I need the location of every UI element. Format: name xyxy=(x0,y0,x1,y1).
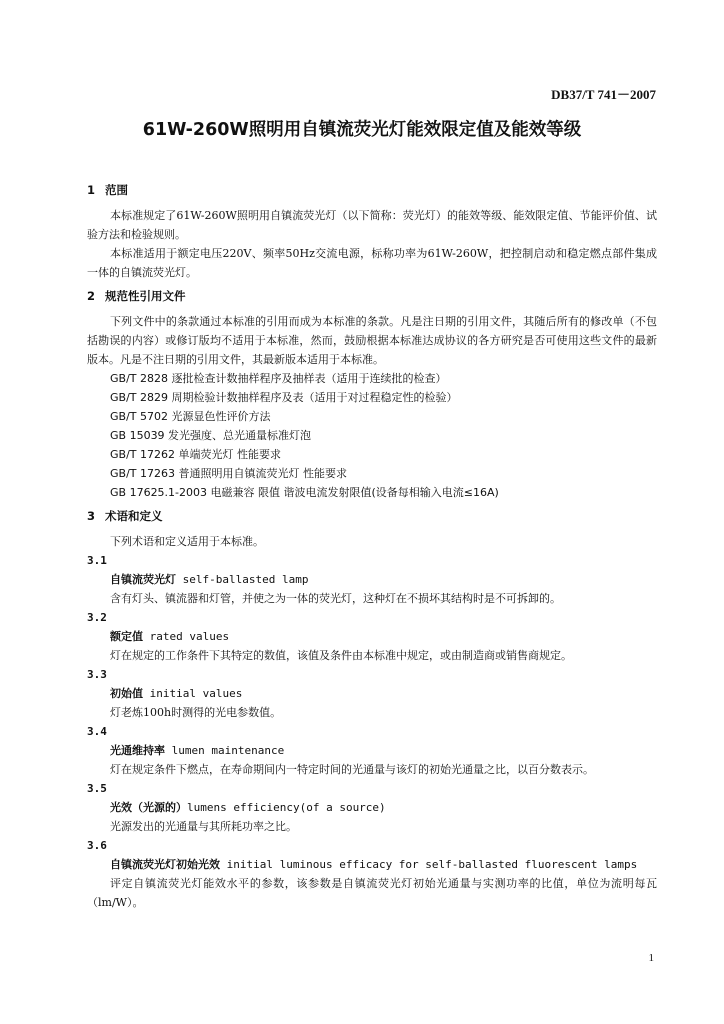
section-title: 范围 xyxy=(105,183,128,197)
section-number: 3 xyxy=(87,509,96,523)
reference-item: GB 15039 发光强度、总光通量标准灯泡 xyxy=(110,429,312,442)
term-name-en: rated values xyxy=(143,630,230,643)
section-title: 规范性引用文件 xyxy=(105,289,186,303)
term-name-en: lumens efficiency(of a source) xyxy=(187,801,386,814)
term-number: 3.6 xyxy=(87,839,107,852)
term-name-zh: 自镇流荧光灯 xyxy=(110,573,176,586)
section-number: 1 xyxy=(87,183,96,197)
term-name xyxy=(87,855,657,874)
term-definition: 光源发出的光通量与其所耗功率之比。 xyxy=(110,820,297,833)
reference-item: GB/T 17262 单端荧光灯 性能要求 xyxy=(110,448,281,461)
standard-code: DB37/T 741－2007 xyxy=(551,87,656,102)
paragraph: 本标准适用于额定电压220V、频率50Hz交流电源，标称功率为61W-260W，把控制启动和稳定燃点部件集成一体的自镇流荧光灯。 xyxy=(87,247,657,279)
term-entry xyxy=(87,608,657,665)
term-definition: 含有灯头、镇流器和灯管，并使之为一体的荧光灯，这种灯在不损坏其结构时是不可拆卸的。 xyxy=(110,592,561,605)
page-number: 1 xyxy=(648,952,654,964)
term-definition: 灯在规定条件下燃点，在寿命期间内一特定时间的光通量与该灯的初始光通量之比，以百分数表示。 xyxy=(110,763,594,776)
term-number: 3.5 xyxy=(87,782,107,795)
term-name xyxy=(87,627,657,646)
term-definition: 灯在规定的工作条件下其特定的数值，该值及条件由本标准中规定，或由制造商或销售商规定。 xyxy=(110,649,572,662)
term-definition: 灯老炼100h时测得的光电参数值。 xyxy=(110,706,282,719)
section-number: 2 xyxy=(87,289,96,303)
term-name-zh: 光效（光源的） xyxy=(110,801,187,814)
term-name-en: lumen maintenance xyxy=(165,744,285,757)
term-name xyxy=(87,798,657,817)
term-name-zh: 光通维持率 xyxy=(110,744,165,757)
reference-item: GB/T 2829 周期检验计数抽样程序及表（适用于对过程稳定性的检验） xyxy=(110,391,458,404)
term-name-en: self-ballasted lamp xyxy=(176,573,309,586)
paragraph: 下列术语和定义适用于本标准。 xyxy=(110,535,264,548)
document-title: 61W-260W照明用自镇流荧光灯能效限定值及能效等级 xyxy=(142,120,582,140)
reference-item: GB/T 5702 光源显色性评价方法 xyxy=(110,410,271,423)
term-entry xyxy=(87,665,657,722)
term-name xyxy=(87,741,657,760)
term-entry xyxy=(87,836,657,912)
term-name-en: initial values xyxy=(143,687,243,700)
term-number: 3.1 xyxy=(87,554,107,567)
paragraph: 本标准规定了61W-260W照明用自镇流荧光灯（以下简称：荧光灯）的能效等级、能效限定值、节能评价值、试验方法和检验规则。 xyxy=(87,209,657,241)
section-heading-normative-references xyxy=(87,288,657,304)
document-body xyxy=(87,182,657,912)
term-entry xyxy=(87,551,657,608)
term-definition: 评定自镇流荧光灯能效水平的参数，该参数是自镇流荧光灯初始光通量与实测功率的比值，单位为流明每瓦（lm/W）。 xyxy=(87,877,657,909)
term-number: 3.4 xyxy=(87,725,107,738)
reference-item: GB/T 17263 普通照明用自镇流荧光灯 性能要求 xyxy=(110,467,347,480)
term-name xyxy=(87,684,657,703)
term-entry xyxy=(87,722,657,779)
term-name xyxy=(87,570,657,589)
term-number: 3.3 xyxy=(87,668,107,681)
term-name-zh: 额定值 xyxy=(110,630,143,643)
section-title: 术语和定义 xyxy=(105,509,163,523)
term-name-zh: 初始值 xyxy=(110,687,143,700)
reference-item: GB 17625.1-2003 电磁兼容 限值 谐波电流发射限值(设备每相输入电流≤16A) xyxy=(110,486,499,499)
section-heading-scope xyxy=(87,182,657,198)
term-number: 3.2 xyxy=(87,611,107,624)
reference-item: GB/T 2828 逐批检查计数抽样程序及抽样表（适用于连续批的检查） xyxy=(110,372,447,385)
section-heading-terms xyxy=(87,508,657,524)
paragraph: 下列文件中的条款通过本标准的引用而成为本标准的条款。凡是注日期的引用文件，其随后所有的修改单（不包括勘误的内容）或修订版均不适用于本标准，然而，鼓励根据本标准达成协议的各方研究是否可使用这些文件的最新版本。凡是不注日期的引用文件，其最新版本适用于本标准。 xyxy=(87,315,657,366)
term-name-zh: 自镇流荧光灯初始光效 xyxy=(110,858,220,871)
term-name-en: initial luminous efficacy for self-ballasted fluorescent lamps xyxy=(220,858,638,871)
term-entry xyxy=(87,779,657,836)
